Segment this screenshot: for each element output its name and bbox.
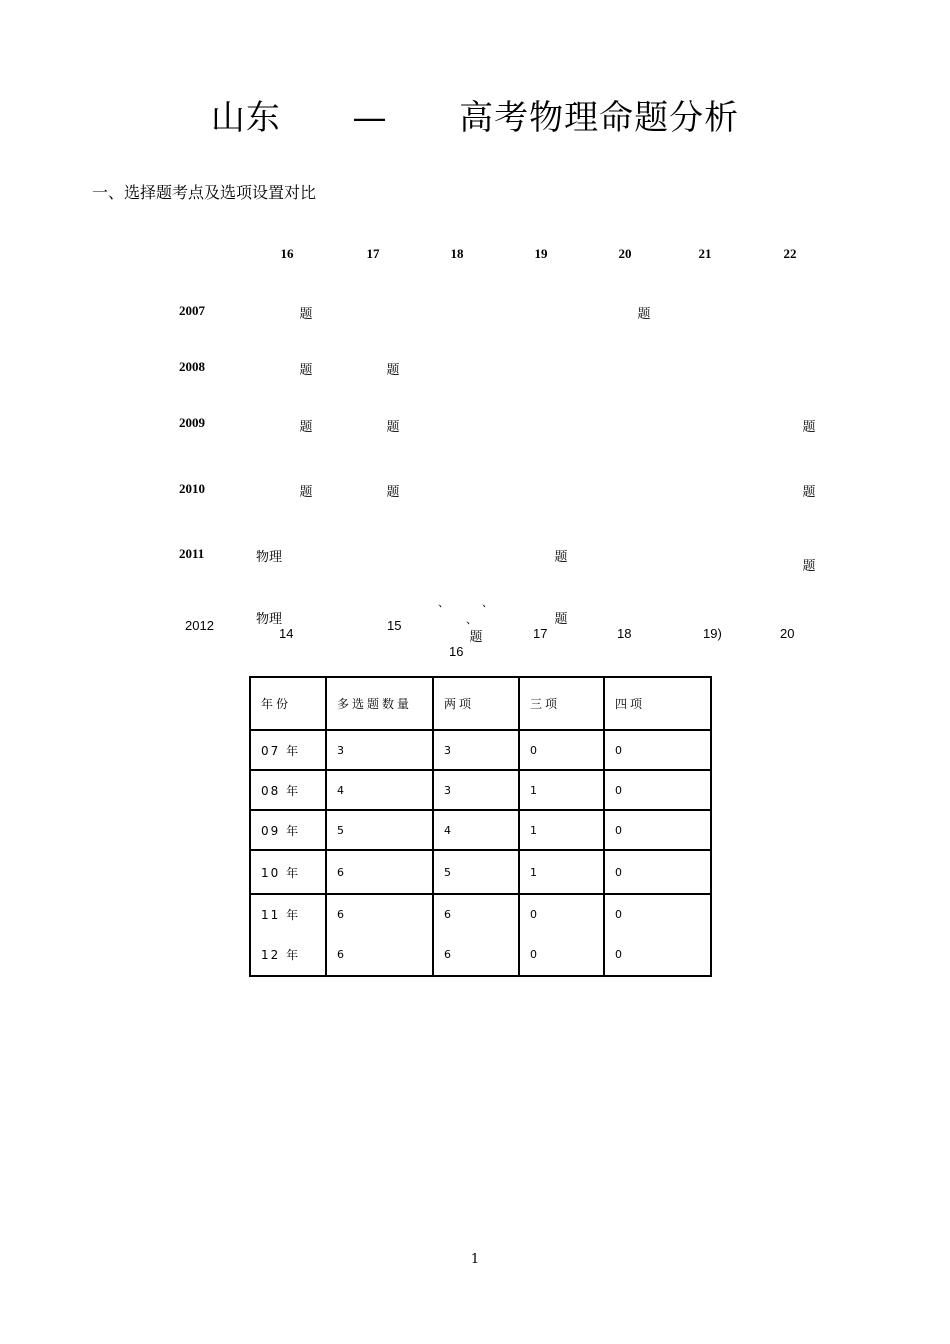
cell-2012-comma-1: 、 [438,596,449,609]
cell-2012-comma-3: 、 [466,613,477,626]
cell-2008-16: 题 [299,363,313,378]
cell-2007-20: 题 [637,307,651,322]
year-label-2007: 2007 [179,303,205,318]
title-part-1: 山东 [210,98,281,138]
table-cell-merged [604,894,711,976]
table-cell: 5 [326,810,433,850]
table-cell-merged [326,894,433,976]
column-header-21: 21 [698,246,712,261]
cell-2012-num-16: 16 [449,644,464,659]
cell-2012-num-18: 18 [617,626,632,641]
table-header-two-options: 两项 [433,677,519,730]
table-cell: 12 年 [261,948,301,962]
table-cell-merged [519,894,604,976]
table-cell: 5 [433,850,519,894]
cell-2010-17: 题 [386,485,400,500]
table-row [250,810,711,850]
cell-2012-ti-1: 题 [469,630,483,645]
table-cell: 3 [326,730,433,770]
table-row [250,894,711,976]
cell-2012-num-17: 17 [533,626,548,641]
table-cell: 1 [519,850,604,894]
table-cell: 0 [604,770,711,810]
cell-2012-num-19: 19) [703,626,722,641]
table-cell: 6 [444,948,451,961]
cell-2009-17: 题 [386,420,400,435]
table-cell: 6 [444,908,451,921]
table-cell: 0 [604,730,711,770]
cell-2012-ti-2: 题 [554,612,568,627]
table-cell: 3 [433,730,519,770]
table-header-row [250,677,711,730]
table-cell-merged [433,894,519,976]
table-cell: 0 [604,810,711,850]
table-cell: 1 [519,770,604,810]
table-cell: 10 年 [250,850,326,894]
page-number: 1 [470,1252,480,1267]
table-cell: 6 [337,908,344,921]
table-row [250,770,711,810]
table-cell: 1 [519,810,604,850]
cell-2009-22: 题 [802,420,816,435]
table-cell: 4 [326,770,433,810]
table-cell: 08 年 [250,770,326,810]
column-header-17: 17 [366,246,380,261]
table-cell: 0 [530,948,537,961]
table-cell: 4 [433,810,519,850]
cell-2012-pre: 物理 [255,612,283,627]
column-header-20: 20 [618,246,632,261]
cell-2011-pre: 物理 [255,550,283,565]
table-header-three-options: 三项 [519,677,604,730]
table-header-multi-count: 多选题数量 [326,677,433,730]
column-header-18: 18 [450,246,464,261]
cell-2012-num-15: 15 [387,618,402,633]
column-header-16: 16 [280,246,294,261]
cell-2010-16: 题 [299,485,313,500]
title-part-2: 高考物理命题分析 [459,98,740,138]
year-label-2010: 2010 [179,481,205,496]
table-cell: 07 年 [250,730,326,770]
cell-2009-16: 题 [299,420,313,435]
year-label-2011: 2011 [179,546,205,561]
column-header-19: 19 [534,246,548,261]
year-label-2008: 2008 [179,359,205,374]
section-heading: 一、选择题考点及选项设置对比 [92,183,317,202]
year-label-2009: 2009 [179,415,205,430]
year-label-2012: 2012 [185,618,214,633]
cell-2012-comma-2: 、 [482,596,493,609]
cell-2008-17: 题 [386,363,400,378]
table-cell: 11 年 [261,908,301,922]
table-header-four-options: 四项 [604,677,711,730]
table-cell: 0 [615,908,622,921]
table-cell: 0 [615,948,622,961]
cell-2011-22: 题 [802,559,816,574]
cell-2010-22: 题 [802,485,816,500]
table-cell: 0 [530,908,537,921]
table-cell: 0 [604,850,711,894]
cell-2012-num-20: 20 [780,626,795,641]
cell-2011-19: 题 [554,550,568,565]
table-cell: 09 年 [250,810,326,850]
table-cell: 3 [433,770,519,810]
table-cell: 0 [519,730,604,770]
cell-2012-num-14: 14 [279,626,294,641]
cell-2007-16: 题 [299,307,313,322]
multi-choice-stats-table [249,676,712,977]
table-cell-merged [250,894,326,976]
page-title [0,90,950,139]
title-dash: — [352,98,388,138]
table-header-year: 年份 [250,677,326,730]
table-row [250,730,711,770]
column-header-22: 22 [783,246,797,261]
table-cell: 6 [326,850,433,894]
table-row [250,850,711,894]
table-cell: 6 [337,948,344,961]
